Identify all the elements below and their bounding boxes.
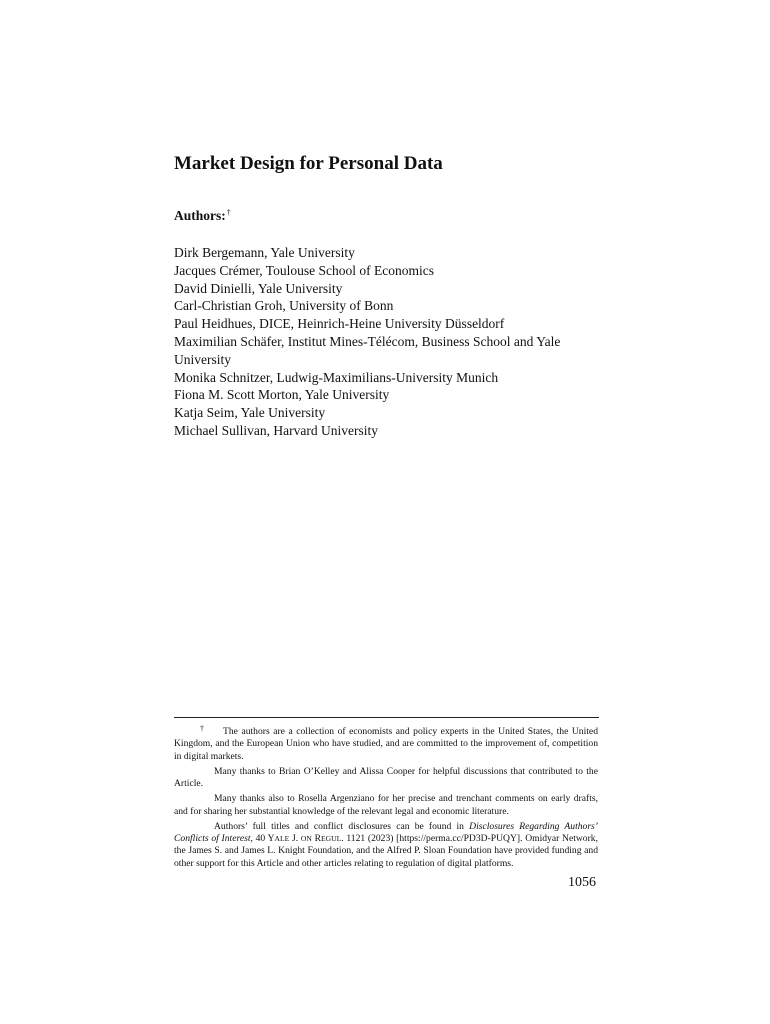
page-number: 1056	[568, 875, 596, 890]
footnote-paragraph: Many thanks to Brian O’Kelley and Alissa Cooper for helpful discussions that contributed to the Article.	[174, 765, 598, 790]
author-entry: Jacques Crémer, Toulouse School of Economics	[174, 262, 434, 278]
footnote-mark: †	[200, 724, 204, 733]
journal-initial: Y	[267, 833, 275, 845]
author-list	[174, 244, 574, 440]
author-entry: Dirk Bergemann, Yale University	[174, 245, 355, 260]
journal-smallcaps: ON	[300, 834, 312, 844]
authors-footnote-reference[interactable]: †	[226, 208, 231, 217]
author-entry: Monika Schnitzer, Ludwig-Maximilians-University Munich	[174, 369, 499, 385]
footnote-text: . 1121 (2023) [https://perma.cc/PD3D-PUQY]. Omidyar Network, the James S. and James L. Knight Foundation, and the Alfred P. Sloan Foundation have provided funding and other support for this Article and other articles relating to regulation of digital platforms.	[174, 833, 598, 869]
journal-text: J.	[292, 833, 299, 845]
authors-heading-label: Authors:	[174, 208, 226, 223]
footnote-separator	[174, 717, 599, 718]
journal-initial: R	[314, 833, 321, 845]
footnote-cited-title: Disclosures Regarding Authors’ Conflicts of Interest	[174, 820, 598, 845]
footnote-paragraph	[174, 723, 598, 763]
footnote-paragraph: Many thanks also to Rosella Argenziano for her precise and trenchant comments on early drafts, and for sharing her substantial knowledge of the relevant legal and economic literature.	[174, 793, 598, 817]
footnote-paragraph	[174, 821, 598, 871]
author-entry: Paul Heidhues, DICE, Heinrich-Heine University Düsseldorf	[174, 316, 505, 332]
article-title: Market Design for Personal Data	[174, 153, 443, 174]
author-entry: David Dinielli, Yale University	[174, 280, 343, 296]
footnote-text: Authors’ full titles and conflict disclosures can be found in	[214, 820, 464, 832]
footnote-text: The authors are a collection of economists and policy experts in the United States, the United Kingdom, and the European Union who have studied, and are committed to the improvement of, competition in digital markets.	[174, 726, 598, 762]
author-entry: Maximilian Schäfer, Institut Mines-Télécom, Business School and Yale University	[174, 333, 561, 367]
journal-smallcaps: ALE	[274, 834, 290, 844]
author-entry: Katja Seim, Yale University	[174, 405, 326, 421]
journal-smallcaps: EGUL	[320, 834, 342, 844]
author-entry: Fiona M. Scott Morton, Yale University	[174, 387, 390, 403]
author-entry: Michael Sullivan, Harvard University	[174, 422, 378, 438]
footnote-block	[174, 723, 598, 873]
author-entry: Carl-Christian Groh, University of Bonn	[174, 298, 394, 314]
authors-heading	[174, 208, 231, 224]
footnote-text: , 40	[250, 833, 266, 845]
